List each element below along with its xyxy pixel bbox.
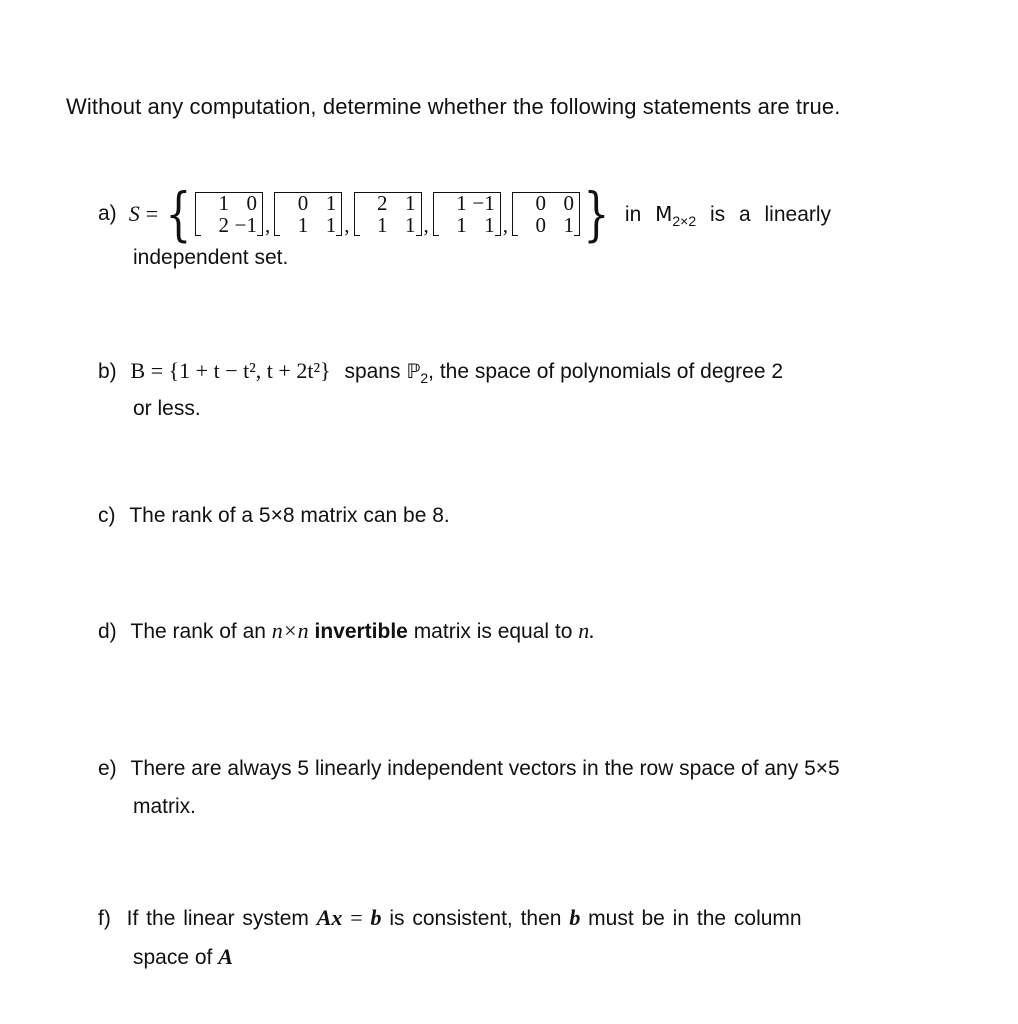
matrix-space-subscript: 2×2	[672, 212, 697, 229]
item-b-text: , the space of polynomials of degree 2	[428, 360, 784, 383]
a-math: A	[218, 944, 233, 969]
matrix-3	[354, 192, 422, 236]
matrix-4	[433, 192, 501, 236]
item-d-label: d)	[98, 620, 117, 643]
item-d	[98, 618, 595, 644]
matrix-cell: 1	[325, 213, 337, 237]
item-a-tail-text: is a linearly	[709, 202, 832, 226]
matrix-cell: −1	[472, 191, 495, 215]
item-a-line2: independent set.	[133, 246, 289, 269]
ax-math: Ax	[316, 905, 343, 930]
matrix-cell: 0	[535, 213, 547, 237]
matrix-cell: 1	[297, 213, 309, 237]
item-e-line2: matrix.	[133, 795, 196, 818]
matrix-cell: 1	[456, 191, 467, 215]
matrix-cell: 1	[405, 213, 416, 237]
left-brace: {	[165, 180, 192, 248]
comma: ,	[502, 213, 509, 237]
item-a	[98, 180, 832, 248]
invertible-bold: invertible	[314, 620, 408, 643]
item-b	[98, 358, 783, 384]
b-math: b	[370, 905, 382, 930]
matrix-space-symbol: M	[655, 201, 673, 226]
item-f-text-post: must be in the column	[580, 907, 802, 930]
item-f-line2	[133, 944, 233, 970]
matrix-cell: 1	[456, 213, 467, 237]
poly-space-subscript: 2	[420, 370, 429, 386]
equals-sign: =	[145, 201, 159, 226]
item-b-label: b)	[98, 360, 117, 383]
matrix-cell: 1	[218, 191, 230, 215]
item-f-line2-text: space of	[133, 946, 219, 969]
item-d-text-post: matrix is equal to	[407, 620, 579, 643]
item-f	[98, 905, 802, 931]
matrix-5	[512, 192, 580, 236]
matrix-cell: 2	[218, 213, 230, 237]
page-heading: Without any computation, determine whether the following statements are true.	[66, 94, 841, 119]
item-f-label: f)	[98, 907, 111, 930]
item-e	[98, 757, 840, 781]
b-math: b	[569, 905, 581, 930]
set-name: S	[128, 201, 140, 226]
matrix-cell: 1	[405, 191, 416, 215]
n-by-n-math: n×n	[271, 618, 309, 643]
item-e-text: There are always 5 linearly independent vectors in the row space of any 5×5	[130, 757, 840, 780]
item-f-text-mid: is consistent, then	[381, 907, 570, 930]
comma: ,	[265, 213, 271, 237]
matrix-cell: 2	[377, 191, 388, 215]
item-f-text-pre: If the linear system	[126, 907, 317, 930]
item-a-label: a)	[98, 202, 117, 225]
n-math: n.	[578, 618, 595, 643]
item-c	[98, 504, 450, 528]
matrix-cell: −1	[234, 213, 258, 237]
polynomial-set-math: B = {1 + t − t², t + 2t²}	[130, 358, 331, 383]
comma: ,	[344, 213, 350, 237]
spans-word: spans	[344, 360, 401, 383]
item-b-line2: or less.	[133, 397, 201, 420]
matrix-cell: 1	[484, 213, 495, 237]
equals-sign: =	[350, 905, 363, 930]
item-c-label: c)	[98, 504, 116, 527]
matrix-2	[274, 192, 342, 236]
matrix-cell: 0	[535, 191, 547, 215]
matrix-cell: 1	[563, 213, 575, 237]
matrix-cell: 1	[325, 191, 337, 215]
in-word: in	[624, 202, 642, 226]
item-a-tail	[625, 202, 831, 227]
comma: ,	[423, 213, 429, 237]
item-e-label: e)	[98, 757, 117, 780]
item-d-text-pre: The rank of an	[130, 620, 272, 643]
matrix-cell: 0	[246, 191, 258, 215]
matrix-cell: 0	[563, 191, 575, 215]
matrix-1	[195, 192, 263, 236]
matrix-cell: 1	[377, 213, 388, 237]
right-brace: }	[583, 180, 610, 248]
poly-space-symbol: ℙ	[406, 359, 421, 383]
matrix-cell: 0	[297, 191, 309, 215]
item-c-text: The rank of a 5×8 matrix can be 8.	[129, 504, 450, 527]
